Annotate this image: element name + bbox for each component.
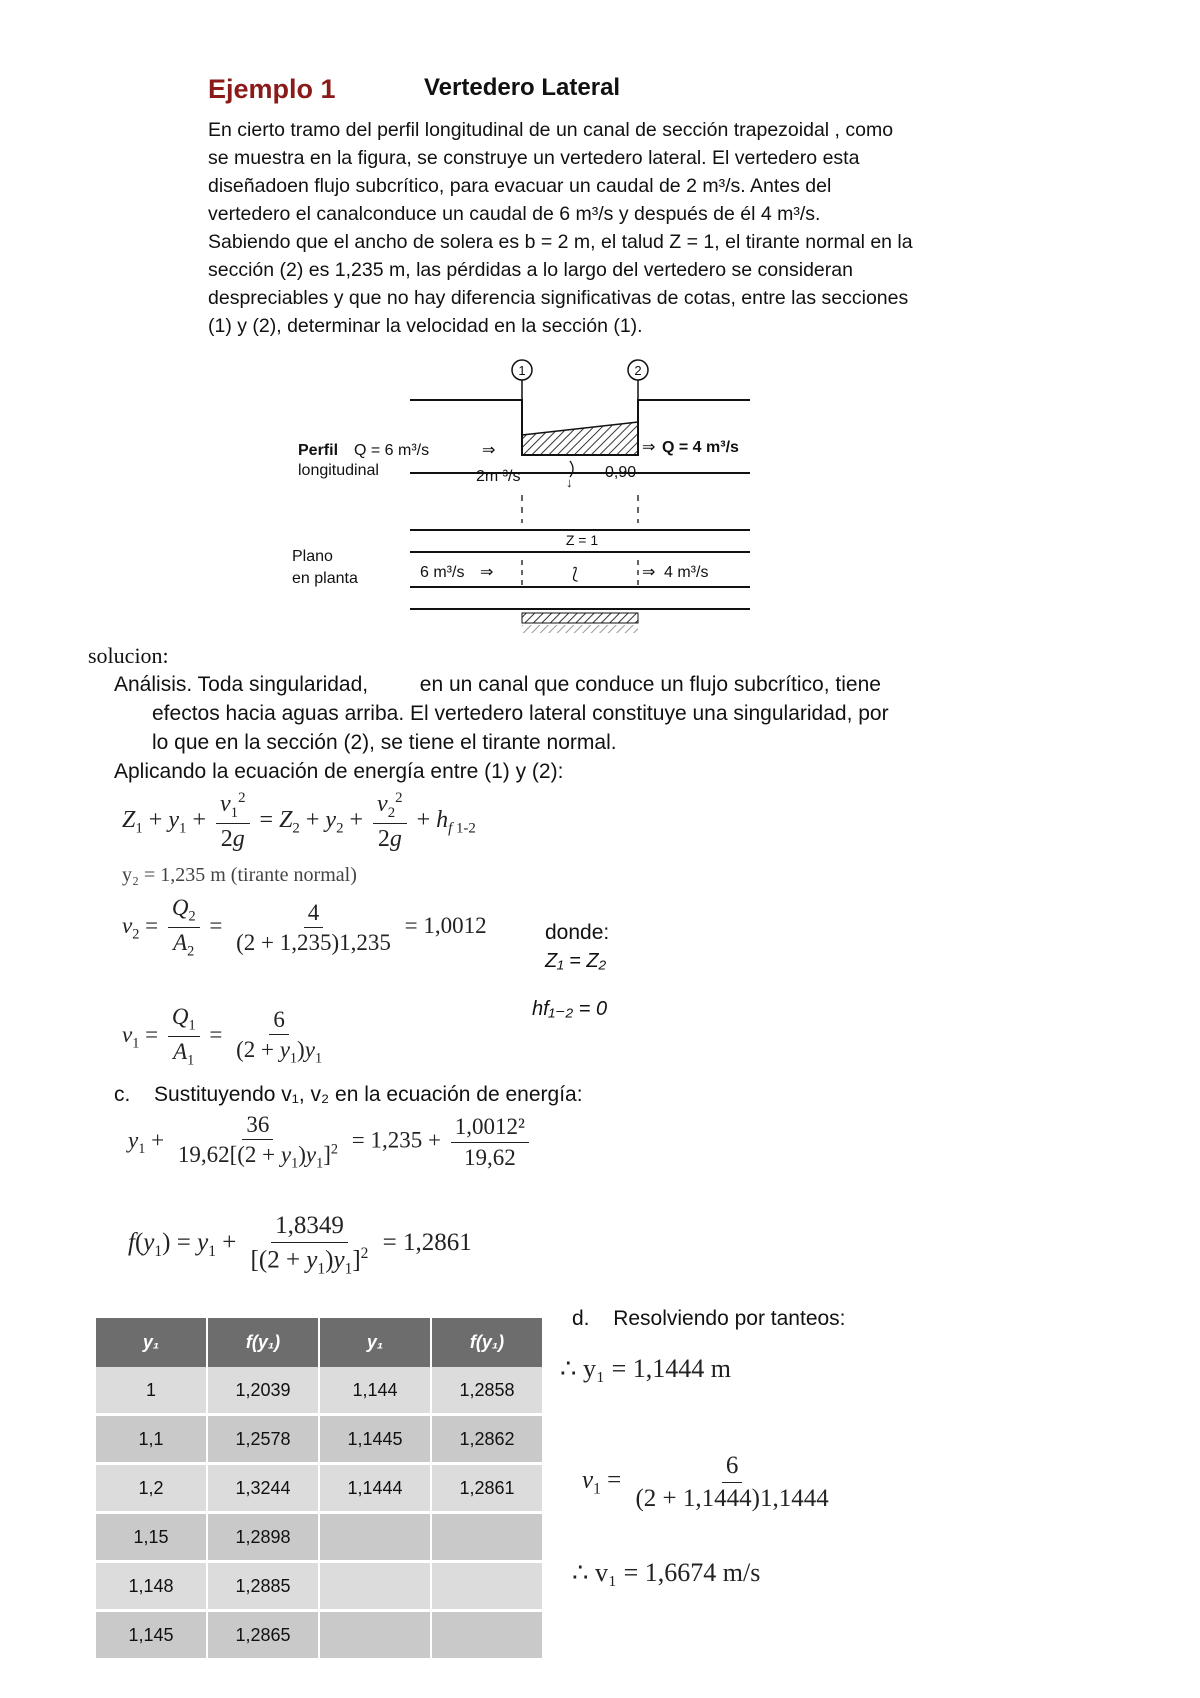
col-header: f(y₁) [431, 1318, 543, 1367]
energy-equation: $Z_1 + y_1$ + $\frac{v_1^2}{2g}$ = $Z_2 + y_2$ + $\frac{v_2^2}{2g}$ + $h_{f 1-2}$ [122, 790, 476, 853]
v1-equation: $v_1$ = $\frac{Q_1}{A_1}$ = $\frac{6}{(2 + y_1)y_1}$ [122, 1004, 323, 1069]
statement-line: sección (2) es 1,235 m, las pérdidas a lo largo del vertedero se consideran [208, 259, 853, 281]
q-out-plan-label: 4 m³/s [664, 564, 709, 581]
table-cell: 1,2898 [207, 1513, 319, 1562]
table-cell: 1,2862 [431, 1415, 543, 1464]
v1-numerator: 6 [269, 1007, 289, 1035]
en-planta-label: en planta [292, 570, 358, 587]
table-row [96, 1464, 543, 1513]
step-c-text: Sustituyendo v₁, v₂ en la ecuación de energía: [154, 1083, 583, 1106]
side-weir-figure [292, 355, 780, 650]
col-header: y₁ [96, 1318, 207, 1367]
topic-title: Vertedero Lateral [424, 74, 621, 101]
analysis-line-1 [114, 670, 881, 699]
table-cell: 1 [96, 1367, 207, 1415]
col-header: y₁ [319, 1318, 431, 1367]
f-equation: $f(y_1) = y_1$ + $\frac{1,8349}{[(2 + y_1)y_1]^2}$ = 1,2861 [128, 1212, 472, 1277]
analysis-rest: en un canal que conduce un flujo subcrítico, tiene [419, 673, 881, 696]
analysis-line-3: lo que en la sección (2), se tiene el tirante normal. [152, 731, 617, 754]
table-cell: 1,3244 [207, 1464, 319, 1513]
table-cell: 1,2858 [431, 1367, 543, 1415]
table-cell [431, 1611, 543, 1660]
y1-result: ∴ y₁ = 1,1444 m [560, 1354, 731, 1383]
statement-line: despreciables y que no hay diferencia significativas de cotas, entre las secciones [208, 287, 909, 309]
f-result: = 1,2861 [382, 1229, 472, 1257]
z-equal: Z₁ = Z₂ [545, 950, 607, 972]
solution-heading: solucion: [88, 643, 169, 668]
step-c-equation: $y_1$ + $\frac{36}{19,62[(2 + y_1)y_1]^2}$ = 1,235 + $\frac{\text{1,0012²}}{19,62}$ [128, 1112, 533, 1173]
eq-c-rhs-den: 19,62 [463, 1144, 516, 1170]
hf-zero: hf₁₋₂ = 0 [532, 998, 608, 1020]
table-cell [431, 1513, 543, 1562]
q-in-plan-label: 6 m³/s [420, 564, 465, 581]
table-header-row [96, 1318, 543, 1367]
weir-plan-hatch [522, 613, 638, 623]
table-cell: 1,2578 [207, 1415, 319, 1464]
table-cell: 1,144 [319, 1367, 431, 1415]
analysis-line-2: efectos hacia aguas arriba. El vertedero lateral constituye una singularidad, por [152, 702, 889, 725]
table-cell: 1,148 [96, 1562, 207, 1611]
table-cell [319, 1513, 431, 1562]
energy-intro: Aplicando la ecuación de energía entre (1) y (2): [114, 760, 564, 783]
donde-label: donde: [545, 921, 610, 944]
table-cell: 1,1 [96, 1415, 207, 1464]
table-cell: 1,2861 [431, 1464, 543, 1513]
table-cell: 1,2039 [207, 1367, 319, 1415]
v1-final-numerator: 6 [722, 1452, 743, 1483]
weir-height-label: 0,90 [605, 464, 637, 481]
step-d-text: Resolviendo por tanteos: [613, 1307, 846, 1330]
table-cell: 1,2 [96, 1464, 207, 1513]
svg-text:⇒: ⇒ [642, 564, 656, 581]
q-weir-label: 2m ³/s [476, 468, 521, 485]
perfil-label: Perfil [298, 442, 339, 459]
z-label: Z = 1 [565, 532, 599, 548]
table-row [96, 1415, 543, 1464]
v2-equation: $v_2$ = $\frac{Q_2}{A_2}$ = $\frac{4}{(2 + 1,235)1,235}$ = 1,0012 [122, 895, 487, 960]
eq-c-rhs: = 1,235 + [351, 1127, 441, 1153]
step-d [572, 1304, 846, 1333]
statement-line: diseñadoen flujo subcrítico, para evacuar un caudal de 2 m³/s. Antes del [208, 175, 832, 197]
table-cell: 1,145 [96, 1611, 207, 1660]
q-in-label: Q = 6 m³/s [354, 442, 430, 459]
q-out-label: Q = 4 m³/s [662, 439, 739, 456]
svg-text:⇒: ⇒ [482, 442, 496, 459]
v1-final-denominator: (2 + 1,1444)1,1444 [635, 1484, 829, 1512]
table-cell [319, 1611, 431, 1660]
table-cell: 1,2885 [207, 1562, 319, 1611]
step-c-marker: c. [114, 1083, 131, 1106]
svg-text:⇒: ⇒ [642, 439, 656, 456]
section-1-label: 1 [518, 363, 526, 378]
weir-crest [522, 422, 638, 455]
analysis-prefix: Análisis. Toda singularidad, [114, 673, 369, 696]
plano-label: Plano [292, 548, 333, 565]
statement-line: se muestra en la figura, se construye un vertedero lateral. El vertedero esta [208, 147, 860, 169]
table-row [96, 1513, 543, 1562]
v2-numerator: 4 [304, 900, 324, 928]
v2-result: = 1,0012 [404, 913, 487, 939]
eq-c-numerator: 36 [242, 1112, 273, 1140]
problem-statement [208, 116, 1028, 340]
f-numerator: 1,8349 [271, 1212, 348, 1243]
trial-table [96, 1318, 544, 1661]
table-row [96, 1367, 543, 1415]
statement-line: (1) y (2), determinar la velocidad en la sección (1). [208, 315, 643, 337]
svg-text:⟅: ⟅ [572, 566, 579, 583]
v2-denominator: (2 + 1,235)1,235 [236, 930, 391, 956]
longitudinal-label: longitudinal [298, 462, 379, 479]
table-cell [431, 1562, 543, 1611]
statement-line: vertedero el canalconduce un caudal de 6 m³/s y después de él 4 m³/s. [208, 203, 821, 225]
statement-line: En cierto tramo del perfil longitudinal de un canal de sección trapezoidal , como [208, 119, 894, 141]
table-row [96, 1562, 543, 1611]
table-cell: 1,1444 [319, 1464, 431, 1513]
y2-note: y₂ = 1,235 m (tirante normal) [122, 864, 357, 886]
table-cell: 1,15 [96, 1513, 207, 1562]
table-cell: 1,1445 [319, 1415, 431, 1464]
statement-line: Sabiendo que el ancho de solera es b = 2 m, el talud Z = 1, el tirante normal en la [208, 231, 913, 253]
svg-text:⇒: ⇒ [480, 564, 494, 581]
step-c [114, 1080, 583, 1109]
table-row [96, 1611, 543, 1660]
table-cell [319, 1562, 431, 1611]
v1-result: ∴ v₁ = 1,6674 m/s [572, 1558, 761, 1587]
col-header: f(y₁) [207, 1318, 319, 1367]
section-2-label: 2 [634, 363, 642, 378]
table-cell: 1,2865 [207, 1611, 319, 1660]
eq-c-rhs-num: 1,0012² [451, 1114, 529, 1142]
step-d-marker: d. [572, 1307, 590, 1330]
v1-final-equation: $v_1$ = $\frac{6}{(2 + 1,1444)1,1444}$ [582, 1452, 837, 1512]
example-title: Ejemplo 1 [208, 74, 336, 104]
svg-text:↓: ↓ [566, 475, 573, 490]
